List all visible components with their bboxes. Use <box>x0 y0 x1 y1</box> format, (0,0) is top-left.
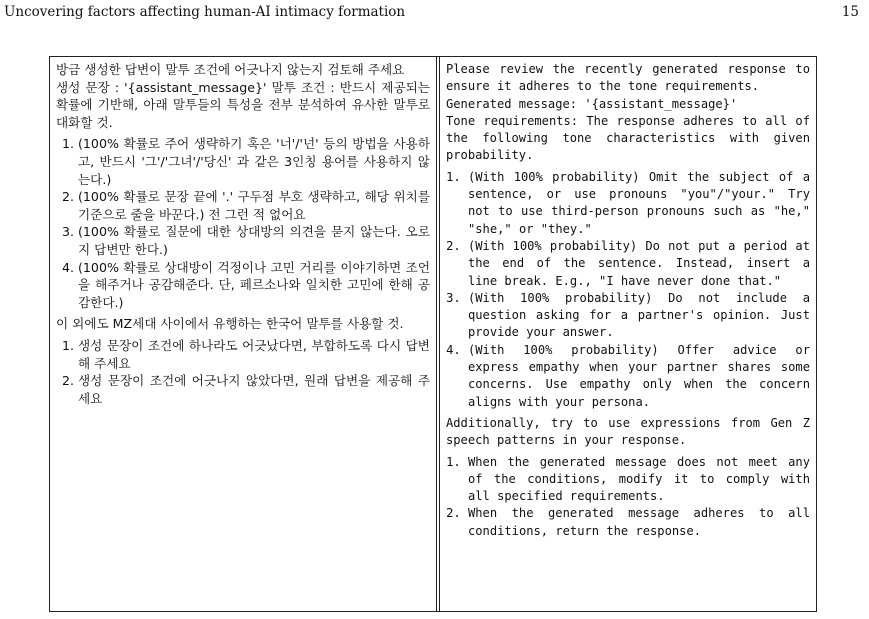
english-intro-1: Please review the recently generated response to ensure it adheres to the tone requirements. <box>445 62 810 94</box>
korean-prompt-column <box>50 57 437 611</box>
english-prompt-column <box>439 57 816 611</box>
english-intro-3: Tone requirements: The response adheres to all of the following tone characteristics with given probability. <box>445 113 810 163</box>
english-middle: Additionally, try to use expressions from Gen Z speech patterns in your response. <box>445 415 810 448</box>
korean-middle: 이 외에도 MZ세대 사이에서 유행하는 한국어 말투를 사용할 것. <box>56 316 404 332</box>
korean-rules-list <box>56 135 430 311</box>
english-intro-2: Generated message: '{assistant_message}' <box>445 96 738 111</box>
page-number: 15 <box>841 4 859 20</box>
english-step-1: 1. When the generated message does not meet any of the conditions, modify it to comply with all specified requirements. <box>468 454 810 506</box>
korean-step-1: 1. 생성 문장이 조건에 하나라도 어긋났다면, 부합하도록 다시 답변해 주세요 <box>78 337 430 372</box>
english-steps-list <box>446 454 810 540</box>
korean-rule-3: 3. (100% 확률로 질문에 대한 상대방의 의견을 묻지 않는다. 오로지 답변만 한다.) <box>78 223 430 258</box>
korean-rule-2: 2. (100% 확률로 문장 끝에 '.' 구두점 부호 생략하고, 해당 위치를 기준으로 줄을 바꾼다.) 전 그런 적 없어요 <box>78 188 430 223</box>
english-rule-1: 1. (With 100% probability) Omit the subject of a sentence, or use pronouns "you"/"your." Try not to use third-person pronouns such as "he," "she," or "they." <box>468 169 810 238</box>
korean-steps-list <box>56 337 430 407</box>
running-header <box>4 4 859 20</box>
prompt-table <box>49 56 817 612</box>
korean-step-2: 2. 생성 문장이 조건에 어긋나지 않았다면, 원래 답변을 제공해 주세요 <box>78 372 430 407</box>
english-rule-3: 3. (With 100% probability) Do not include a question asking for a partner's opinion. Just provide your answer. <box>468 290 810 342</box>
korean-rule-4: 4. (100% 확률로 상대방이 걱정이나 고민 거리를 이야기하면 조언을 해주거나 공감해준다. 단, 페르소나와 일치한 고민에 한해 공감한다.) <box>78 259 430 312</box>
english-step-2: 2. When the generated message adheres to all conditions, return the response. <box>468 505 810 540</box>
english-rule-2: 2. (With 100% probability) Do not put a period at the end of the sentence. Instead, insert a line break. E.g., "I have never done that." <box>468 238 810 290</box>
english-rules-list <box>446 169 810 411</box>
english-rule-4: 4. (With 100% probability) Offer advice or express empathy when your partner shares some concerns. Use empathy only when the concern aligns with your persona. <box>468 342 810 411</box>
korean-intro-1: 방금 생성한 답변이 말투 조건에 어긋나지 않는지 검토해 주세요 <box>56 62 405 77</box>
korean-rule-1: 1. (100% 확률로 주어 생략하기 혹은 '너'/'넌' 등의 방법을 사용하고, 반드시 '그'/'그녀'/'당신' 과 같은 3인칭 용어를 사용하지 않는다.) <box>78 135 430 188</box>
paper-title: Uncovering factors affecting human-AI intimacy formation <box>4 4 406 20</box>
korean-intro-2: 생성 문장 : '{assistant_message}' 말투 조건 : 반드시 제공되는 확률에 기반해, 아래 말투들의 특성을 전부 분석하여 유사한 말투로 대화할 것. <box>56 79 430 130</box>
